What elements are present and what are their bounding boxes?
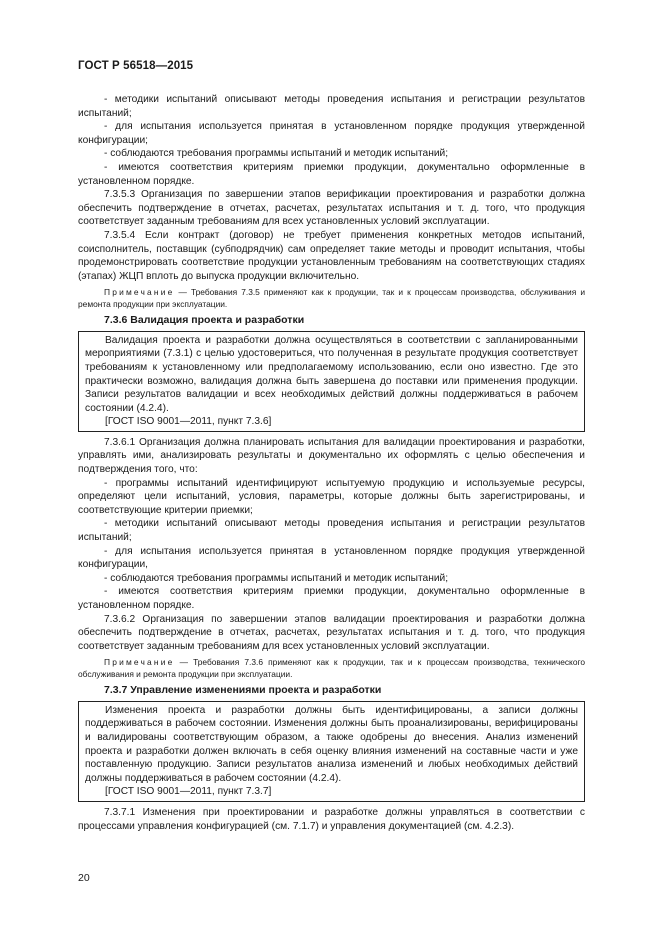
paragraph: - программы испытаний идентифицируют испытуемую продукцию и используемые ресурсы, определяют цели испытаний, условия, параметры, которые должны быть зарегистрированы, и соответствующие критерии приемки;: [78, 477, 585, 516]
note: [78, 657, 585, 680]
section-heading: 7.3.6 Валидация проекта и разработки: [104, 314, 305, 327]
box-reference: [ГОСТ ISO 9001—2011, пункт 7.3.7]: [105, 786, 272, 798]
paragraph: 7.3.7.1 Изменения при проектировании и разработке должны управляться в соответствии с процессами управления конфигурацией (см. 7.1.7) и управления документацией (см. 4.2.3).: [78, 806, 585, 832]
paragraph: 7.3.6.2 Организация по завершении этапов валидации проектирования и разработки должна обеспечить подтверждение в отчетах, расчетах, результатах испытания и т. д. того, что продукция соответствует заданным требованиям для всех установленных условий эксплуатации.: [78, 613, 585, 652]
box-text: Изменения проекта и разработки должны быть идентифицированы, а записи должны поддерживаться в рабочем состоянии. Изменения должны быть проанализированы, верифицированы и валидированы соответствующим образом, а также одобрены до внесения. Анализ изменений проекта и разработки должен включать в себя оценку влияния изменений на составные части и уже поставленную продукцию. Записи результатов анализа изменений и любых необходимых действий должны поддерживаться в рабочем состоянии (4.2.4).: [85, 704, 578, 784]
note-label: Примечание: [104, 287, 175, 298]
quoted-box: [78, 331, 585, 432]
paragraph: - для испытания используется принятая в установленном порядке продукция утвержденной конфигурации;: [78, 121, 585, 146]
document-body: [78, 93, 585, 833]
box-text: Валидация проекта и разработки должна осуществляться в соответствии с запланированными мероприятиями (7.3.1) с целью удостовериться, что полученная в результате продукция соответствует требованиям к установленному или предполагаемому использованию, если оно известно. Где это практически возможно, валидация должна быть завершена до поставки или применения продукции. Записи результатов валидации и всех необходимых действий должны поддерживаться в рабочем состоянии (4.2.4).: [85, 334, 578, 414]
page-number: 20: [78, 872, 90, 884]
note-label: Примечание: [104, 657, 175, 668]
section-heading: 7.3.7 Управление изменениями проекта и разработки: [104, 684, 382, 697]
note-text: — Требования 7.3.6 применяют как к продукции, так и к процессам производства, технического обслуживания и ремонта продукции при эксплуатации.: [78, 657, 585, 679]
paragraph: - имеются соответствия критериям приемки продукции, документально оформленные в установленном порядке.: [78, 161, 585, 187]
paragraph: - имеются соответствия критериям приемки продукции, документально оформленные в установленном порядке.: [78, 586, 585, 611]
paragraph: - методики испытаний описывают методы проведения испытания и регистрации результатов испытаний;: [78, 518, 585, 544]
paragraph: 7.3.5.3 Организация по завершении этапов верификации проектирования и разработки должна обеспечить подтверждение в отчетах, расчетах, результатах испытания и т. д. того, что продукция соответствует заданным требованиям для всех установленных условий эксплуатации.: [78, 189, 585, 228]
box-reference: [ГОСТ ISO 9001—2011, пункт 7.3.6]: [105, 416, 272, 428]
paragraph: - методики испытаний описывают методы проведения испытания и регистрации результатов испытаний;: [78, 94, 585, 119]
paragraph: - соблюдаются требования программы испытаний и методик испытаний;: [104, 572, 449, 584]
quoted-box: [78, 701, 585, 802]
paragraph: - соблюдаются требования программы испытаний и методик испытаний;: [104, 148, 449, 160]
note: [78, 287, 585, 310]
note-text: — Требования 7.3.5 применяют как к продукции, так и к процессам производства, обслуживания и ремонта продукции при эксплуатации.: [78, 287, 585, 309]
paragraph: 7.3.6.1 Организация должна планировать испытания для валидации проектирования и разработки, управлять ими, анализировать результаты и документально их оформлять с целью обеспечения и подтверждения того, что:: [78, 436, 585, 476]
document-header: ГОСТ Р 56518—2015: [78, 60, 194, 72]
paragraph: - для испытания используется принятая в установленном порядке продукция утвержденной конфигурации,: [78, 545, 585, 571]
paragraph: 7.3.5.4 Если контракт (договор) не требует применения конкретных методов испытаний, соисполнитель, поставщик (субподрядчик) сам определяет такие методы и проводит испытания, чтобы продемонстрировать соответствие продукции установленным требованиям на соответствующих стадиях (этапах) ЖЦП вплоть до выпуска продукции включительно.: [78, 229, 585, 282]
